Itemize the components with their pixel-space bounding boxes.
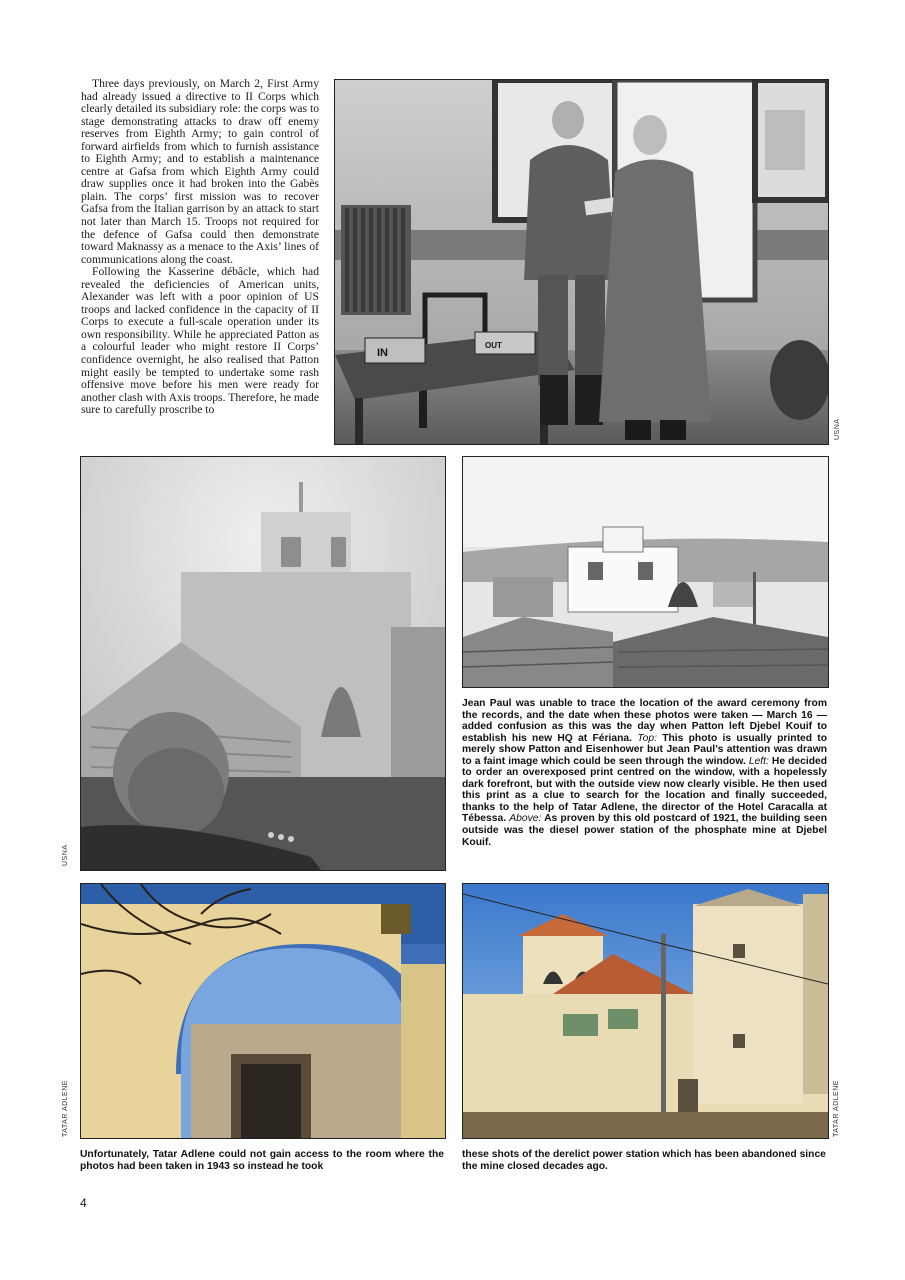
- article-body: [81, 78, 319, 417]
- article-paragraph-1: Three days previously, on March 2, First Army had already issued a directive to II Corps which clearly detailed its subsidiary role: the corps was to stage demonstrating attacks to draw off enemy reserves from Eighth Army; to gain control of forward airfields from which to furnish assistance to Eighth Army; and to establish a maintenance centre at Gafsa from which Eighth Army could draw supplies once it had broken into the Gabès plain. The corps’ first mission was to recover Gafsa from the Italian garrison by an attack to start not later than March 15. Troops not required for the defence of Gafsa could then demonstrate toward Maknassy as a menace to the Axis’ lines of communications along the coast.: [81, 77, 319, 266]
- tray-out-label: OUT: [485, 341, 502, 350]
- photo-patton-eisenhower: [334, 79, 829, 445]
- page-number: 4: [80, 1196, 87, 1210]
- caption-main-part-2: This photo is usually printed to merely show Patton and Eisenhower but Jean Paul’s attention was drawn to a faint image which could be seen through the window.: [462, 732, 827, 767]
- photo-overexposed-window: [80, 456, 446, 871]
- caption-left-label: Left:: [748, 755, 769, 767]
- caption-main: [462, 698, 827, 848]
- caption-main-part-1: Jean Paul was unable to trace the location of the award ceremony from the records, and the date when these photos were taken — March 16 — added confusion as this was the day when Patton left Djebel Kouif to establish his new HQ at Fériana.: [462, 698, 827, 744]
- credit-usna-top: USNA: [834, 418, 841, 440]
- caption-top-label: Top:: [637, 732, 657, 744]
- caption-main-part-4: As proven by this old postcard of 1921, the building seen outside was the diesel power station of the phosphate mine at Djebel Kouif.: [462, 813, 827, 848]
- photo-derelict-power-station: [462, 883, 829, 1139]
- caption-main-part-3: He decided to order an overexposed print centred on the window, with a hopelessly dark forefront, but with the outside view now clearly visible. He then used this print as a clue to search for the location and finally succeeded, thanks to the help of Tatar Adlene, the director of the Hotel Caracalla at Tébessa.: [462, 755, 828, 825]
- credit-tatar-left: TATAR ADLENE: [62, 1080, 69, 1137]
- caption-above-label: Above:: [509, 813, 542, 825]
- article-paragraph-2: Following the Kasserine débâcle, which had revealed the deficiencies of American units, Alexander was left with a poor opinion of US troops and lacked confidence in the capacity of II Corps to execute a full-scale operation under its own responsibility. While he appreciated Patton as a colourful leader who might restore II Corps’ confidence overnight, he also realised that Patton might easily be tempted to undertake some rash offensive move before his men were ready for another clash with Axis troops. Therefore, he made sure to carefully proscribe to: [81, 265, 319, 417]
- tray-in-label: IN: [377, 347, 388, 359]
- caption-bottom-left: Unfortunately, Tatar Adlene could not gain access to the room where the photos had been taken in 1943 so instead he took: [80, 1149, 444, 1172]
- credit-tatar-right: TATAR ADLENE: [833, 1080, 840, 1137]
- photo-arch-gateway: [80, 883, 446, 1139]
- credit-usna-left: USNA: [62, 844, 69, 866]
- photo-postcard-1921: [462, 456, 829, 688]
- caption-bottom-right: these shots of the derelict power station which has been abandoned since the mine closed decades ago.: [462, 1149, 826, 1172]
